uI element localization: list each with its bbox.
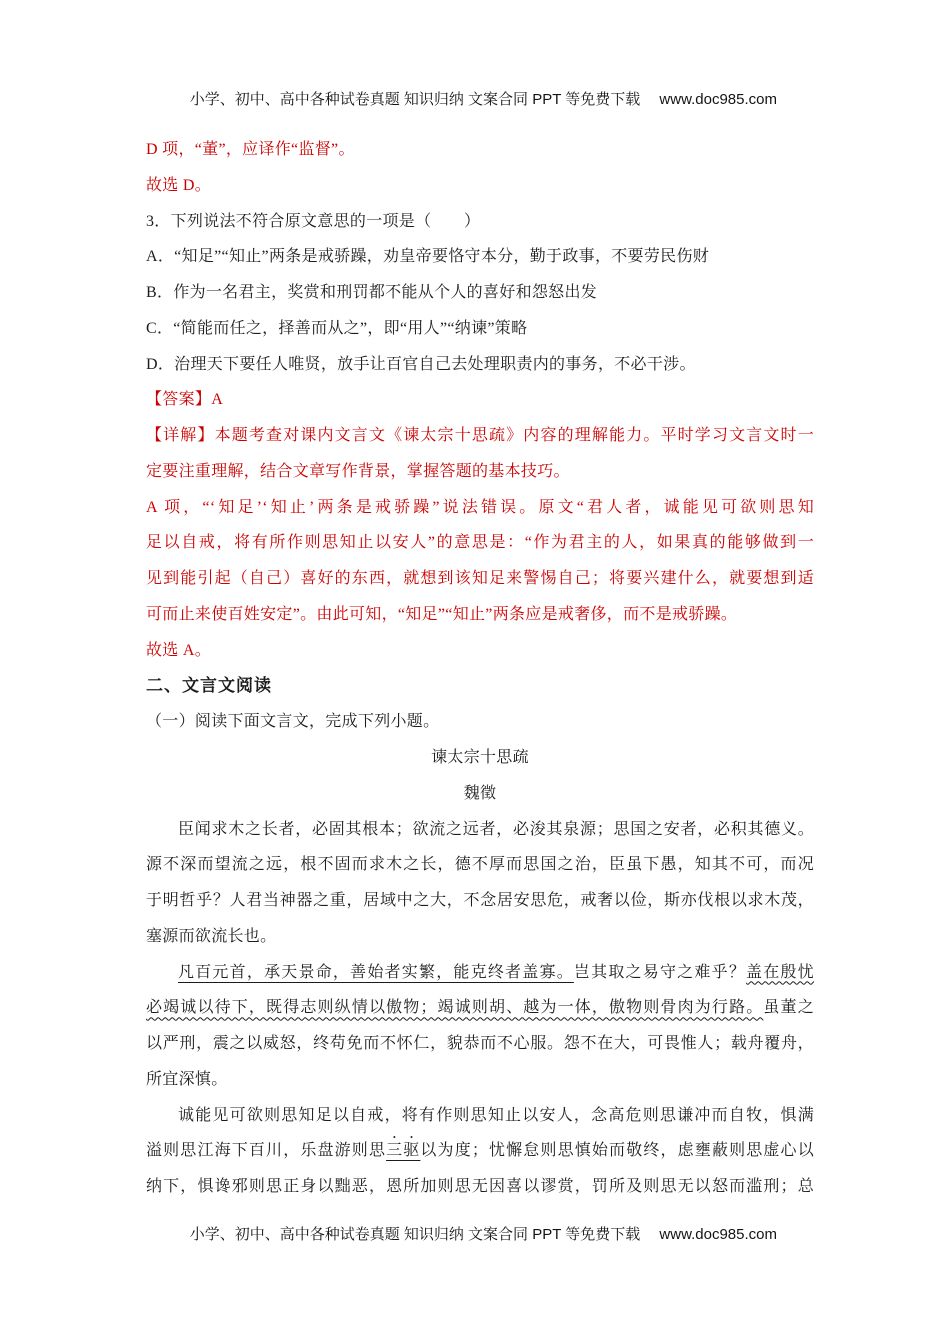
footer-watermark	[0, 1199, 950, 1271]
analysis-line	[146, 168, 814, 204]
text-run: 【详解】本题考查对课内文言文《谏太宗十思疏》内容的理解能力。平时学习文言文时一	[146, 427, 814, 445]
text-run: 岂其取之易守之难乎？	[573, 963, 747, 981]
text-run: 以为度；忧懈怠则思慎始而敬终，虑壅蔽则思虚心以	[420, 1142, 814, 1160]
text-run: 故选 A。	[146, 641, 212, 659]
passage-line	[146, 990, 814, 1026]
text-run: 3．下列说法不符合原文意思的一项是（ ）	[146, 212, 481, 230]
text-run: 可而止来使百姓安定”。由此可知，“知足”“知止”两条应是戒奢侈，而不是戒骄躁。	[146, 605, 738, 623]
option-line	[146, 239, 814, 275]
underlined-text: 凡百元首，承天景命，善始者实繁，能克终者盖寡。	[178, 963, 574, 981]
text-run: D 项，“董”，应译作“监督”。	[146, 141, 355, 158]
wavy-underlined-text: 必竭诚以待下，既得志则纵情以傲物；竭诚则胡、越为一体，傲物则骨肉为行路。	[146, 999, 764, 1017]
text-run: 于明哲乎？人君当神器之重，居域中之大，不念居安思危，戒奢以俭，斯亦伐根以求木茂，	[146, 892, 814, 910]
emphasis-dotted-text: 三驱	[386, 1142, 421, 1160]
text-run: 所宜深慎。	[146, 1070, 228, 1088]
text-run: A 项，“‘知足’‘知止’两条是戒骄躁”说法错误。原文“君人者，诚能见可欲则思知	[146, 498, 814, 516]
text-run: 故选 D。	[146, 176, 212, 194]
passage-author	[146, 776, 814, 812]
text-run: 二、文言文阅读	[146, 676, 272, 696]
analysis-line	[146, 597, 814, 633]
text-run: 足以自戒，将有所作则思知止以安人”的意思是：“作为君主的人，如果真的能够做到一	[146, 534, 814, 552]
footer-watermark-text: 小学、初中、高中各种试卷真题 知识归纳 文案合同 PPT 等免费下载 www.doc985.com	[189, 1226, 777, 1243]
text-run: B．作为一名君主，奖赏和刑罚都不能从个人的喜好和怨怒出发	[146, 284, 598, 302]
wavy-underlined-text: 盖在殷忧	[746, 963, 814, 981]
passage-title	[146, 740, 814, 776]
passage-line	[146, 919, 814, 955]
passage-line	[146, 1026, 814, 1062]
option-line	[146, 347, 814, 383]
passage-line	[146, 883, 814, 919]
text-run: A．“知足”“知止”两条是戒骄躁，劝皇帝要恪守本分，勤于政事，不要劳民伤财	[146, 248, 710, 266]
passage-line	[146, 812, 814, 848]
answer-line	[146, 382, 814, 418]
analysis-line	[146, 561, 814, 597]
text-run: 塞源而欲流长也。	[146, 927, 277, 945]
text-run: 溢则思江海下百川，乐盘游则思	[146, 1142, 387, 1160]
analysis-line	[146, 418, 814, 454]
text-run: （一）阅读下面文言文，完成下列小题。	[146, 713, 440, 731]
passage-line	[146, 955, 814, 991]
document-body	[146, 132, 814, 1205]
analysis-line	[146, 490, 814, 526]
text-run: 诚能见可欲则思知足以自戒，将有作则思知止以安人，念高危则思谦冲而自牧，惧满	[178, 1106, 814, 1124]
text-run: 源不深而望流之远，根不固而求木之长，德不厚而思国之治，臣虽下愚，知其不可，而况	[146, 856, 814, 874]
header-watermark-text: 小学、初中、高中各种试卷真题 知识归纳 文案合同 PPT 等免费下载 www.doc985.com	[189, 91, 777, 108]
question-line	[146, 204, 814, 240]
analysis-line	[146, 132, 814, 168]
passage-line	[146, 1098, 814, 1134]
analysis-line	[146, 525, 814, 561]
text-run: 【答案】A	[146, 391, 224, 409]
passage-line	[146, 1062, 814, 1098]
option-line	[146, 275, 814, 311]
analysis-line	[146, 633, 814, 669]
header-watermark	[0, 64, 950, 136]
text-run: 定要注重理解，结合文章写作背景，掌握答题的基本技巧。	[146, 462, 570, 480]
text-run: 纳下，惧谗邪则思正身以黜恶，恩所加则思无因喜以谬赏，罚所及则思无以怒而滥刑；总	[146, 1178, 814, 1196]
text-run: 虽董之	[763, 999, 814, 1017]
text-run: 魏徵	[463, 784, 497, 802]
section-heading	[146, 668, 814, 704]
text-run: C．“简能而任之，择善而从之”，即“用人”“纳谏”策略	[146, 319, 528, 337]
passage-line	[146, 1133, 814, 1169]
text-run: 以严刑，震之以威怒，终苟免而不怀仁，貌恭而不心服。怨不在大，可畏惟人；载舟覆舟，	[146, 1035, 814, 1053]
option-line	[146, 311, 814, 347]
analysis-line	[146, 454, 814, 490]
instruction-line	[146, 704, 814, 740]
text-run: 臣闻求木之长者，必固其根本；欲流之远者，必浚其泉源；思国之安者，必积其德义。	[178, 820, 814, 838]
passage-line	[146, 847, 814, 883]
text-run: D．治理天下要任人唯贤，放手让百官自己去处理职责内的事务，不必干涉。	[146, 355, 696, 373]
text-run: 谏太宗十思疏	[431, 749, 529, 767]
text-run: 见到能引起（自己）喜好的东西，就想到该知足来警惕自己；将要兴建什么，就要想到适	[146, 570, 814, 588]
